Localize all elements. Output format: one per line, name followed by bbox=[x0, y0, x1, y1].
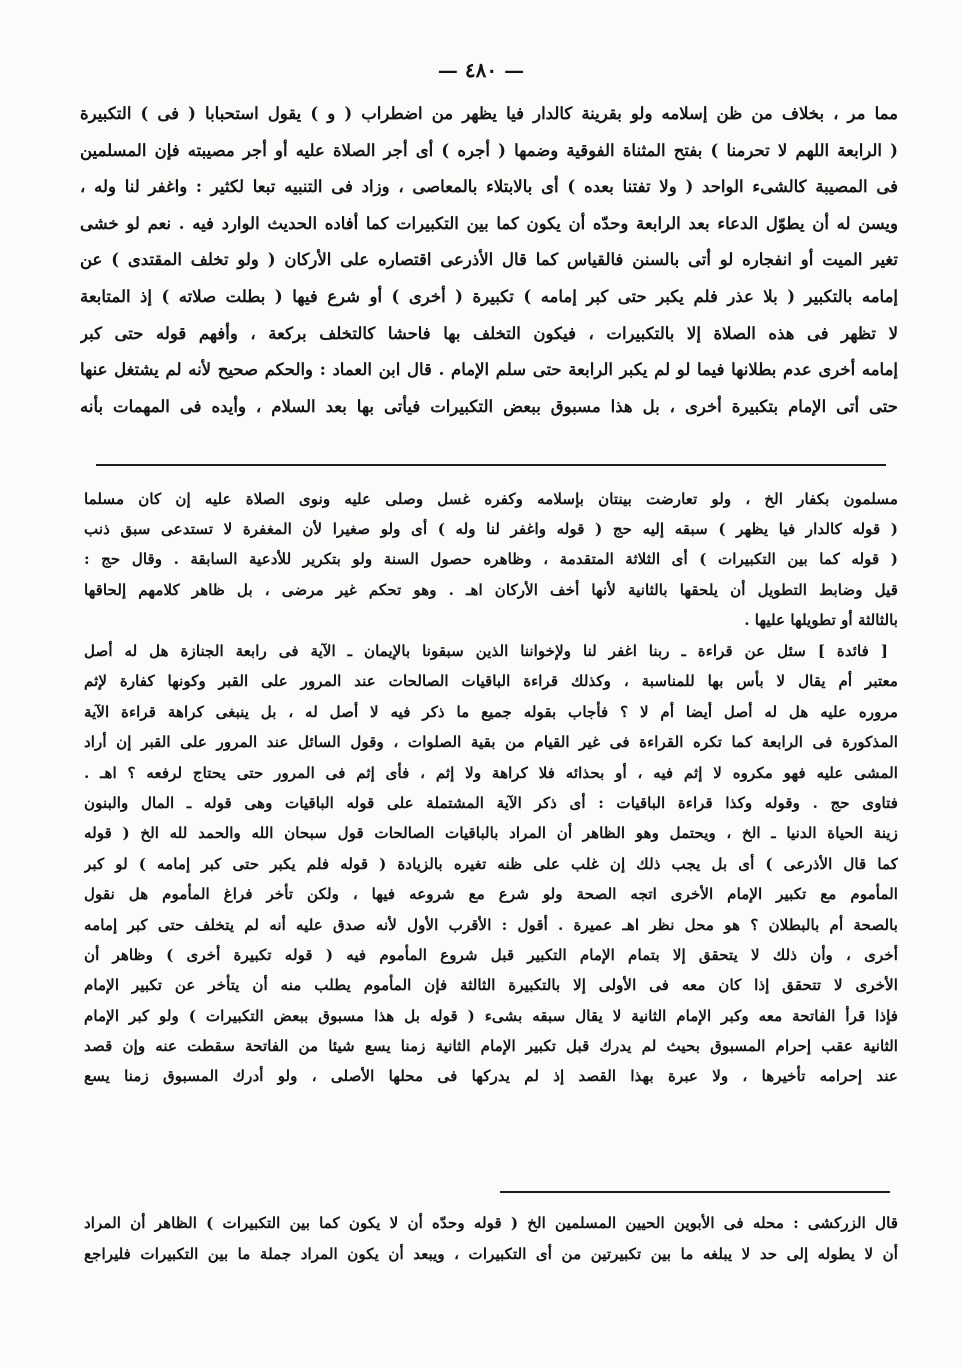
commentary-line: بالصحة أم بالبطلان ؟ هو محل نظر اهـ عميرة . أقول : الأقرب الأول لأنه صدق عليه أنه لم يتخلف حتى كبر إمامه bbox=[84, 915, 898, 934]
main-text-line: ويسن له أن يطوّل الدعاء بعد الرابعة وحدّه أن يكون كما بين التكبيرات كما أفاده الحديث الوارد فيه . نعم لو خشى bbox=[80, 213, 898, 233]
commentary-line: المأموم مع تكبير الإمام الأخرى اتجه الصحة ولو شرع مع شروعه فيها ، ولكن تأخر فراغ المأموم هل نقول bbox=[84, 885, 898, 904]
commentary-line: ( قوله كما بين التكبيرات ) أى الثلاثة المتقدمة ، وظاهره حصول السنة ولو بتكرير للأدعية السابقة . وقال حج : bbox=[84, 550, 898, 569]
commentary-section-1 bbox=[84, 484, 898, 635]
main-text-line: إمامه أخرى عدم بطلانها فيما لو لم يكبر الرابعة حتى سلم الإمام . قال ابن العماد : والحكم صحيح لأنه لم يشتغل عنها bbox=[80, 360, 898, 380]
commentary-line: الثانية عقب إحرام المسبوق بحيث لم يدرك قبل تكبير الإمام الثانية زمنا يسع شيئا من الفاتحة سقطت عنه وإن قصد bbox=[84, 1037, 898, 1056]
commentary-section-2 bbox=[84, 636, 898, 1092]
commentary-line: كما قال الأذرعى ) أى بل يجب ذلك إن غلب على ظنه تغيره بالزيادة ( قوله فلم يكبر حتى كبر إمامه ) لو كبر bbox=[84, 854, 898, 873]
footnote-line: قال الزركشى : محله فى الأبوين الحيين المسلمين الخ ( قوله وحدّه أن لا يكون كما بين التكبيرات ) الظاهر أن المراد bbox=[84, 1214, 898, 1232]
footnote-rule bbox=[500, 1191, 890, 1193]
main-text bbox=[80, 96, 898, 425]
commentary-line: المذكورة فى الرابعة كما تكره القراءة فى غير القيام من بقية الصلوات ، وقول السائل عند المرور على القبر إن أراد bbox=[84, 733, 898, 752]
commentary-line: قيل وضابط التطويل أن يلحقها بالثانية لأنها أخف الأركان اهـ . وهو تحكم غير مرضى ، بل ظاهر كلامهم إلحاقها bbox=[84, 580, 898, 599]
page-number: — ٤٨٠ — bbox=[437, 58, 525, 82]
main-text-line: إمامه بالتكبير ( بلا عذر فلم يكبر حتى كبر إمامه ) تكبيرة ( أخرى ) أو شرع فيها ( بطلت صلاته ) إذ المتابعة bbox=[80, 286, 898, 306]
main-text-line: ( الرابعة اللهم لا تحرمنا ) بفتح المثناة الفوقية وضمها ( أجره ) أى أجر الصلاة عليه أو أجر مصيبته فإن المسلمين bbox=[80, 140, 898, 160]
main-text-line: لا تظهر فى هذه الصلاة إلا بالتكبيرات ، فيكون التخلف بها فاحشا كالتخلف بركعة ، وأفهم قوله حتى كبر bbox=[80, 323, 898, 343]
main-text-line: حتى أتى الإمام بتكبيرة أخرى ، بل هذا مسبوق ببعض التكبيرات فيأتى بها بعد السلام ، وأيده فى المهمات بأنه bbox=[80, 396, 898, 416]
footnote-section bbox=[84, 1208, 898, 1270]
commentary-line: مسلمون بكفار الخ ، ولو تعارضت بينتان بإسلامه وكفره غسل وصلى عليه ونوى الصلاة عليه إن كان مسلما bbox=[84, 490, 898, 508]
commentary-line: مروره عليه هل له أصل أيضا أم لا ؟ فأجاب بقوله جميع ما ذكر فيه لا أصل له ، بل ينبغى كراهة قراءة الآية bbox=[84, 702, 898, 721]
commentary-line: أخرى ، وأن ذلك لا يتحقق إلا بتمام الإمام التكبير قبل شروع المأموم فيه ( قوله تكبيرة أخرى ) وظاهر أن bbox=[84, 945, 898, 964]
commentary-line: عند إحرامه تأخيرها ، ولا عبرة بهذا القصد إذ لم يدركها فى محلها الأصلى ، ولو أدرك المسبوق زمنا يسع bbox=[84, 1067, 898, 1086]
commentary-line: ( قوله كالدار فيا يظهر ) سبقه إليه حج ( قوله واغفر لنا وله ) أى ولو صغيرا لأن المغفرة لا تستدعى سبق ذنب bbox=[84, 520, 898, 539]
main-text-line: تغير الميت أو انفجاره لو أتى بالسنن فالقياس كما قال الأذرعى اقتصاره على الأركان ( ولو تخلف المقتدى ) عن bbox=[80, 250, 898, 270]
commentary-line: فتاوى حج . وقوله وكذا قراءة الباقيات : أى ذكر الآية المشتملة على قوله الباقيات وهى قوله ـ المال والبنون bbox=[84, 793, 898, 812]
separator-rule bbox=[96, 464, 886, 466]
commentary-line: زينة الحياة الدنيا ـ الخ ، ويحتمل وهو الظاهر أن المراد بالباقيات الصالحات قول سبحان الله والحمد لله الخ ( قوله bbox=[84, 824, 898, 843]
main-text-line: مما مر ، بخلاف من ظن إسلامه ولو بقرينة كالدار فيا يظهر من اضطراب ( و ) يقول استحبابا ( فى ) التكبيرة bbox=[80, 104, 898, 123]
main-text-line: فى المصيبة كالشىء الواحد ( ولا تفتنا بعده ) أى بالابتلاء بالمعاصى ، وزاد فى التنبيه تبعا لكثير : واغفر لنا وله ، bbox=[80, 177, 898, 197]
commentary-line: بالثالثة أو تطويلها عليها . bbox=[744, 610, 898, 629]
commentary-line: المشى عليه فهو مكروه لا إثم فيه ، أو بحذائه فلا كراهة ولا إثم ، فأى إثم فى المرور حتى يحتاج لرفعه ؟ اهـ . bbox=[84, 763, 898, 782]
commentary-line: معتبر أم يقال لا بأس بها للمناسبة ، وكذلك قراءة الباقيات الصالحات عند المرور على القبر وكونها كفارة لإثم bbox=[84, 672, 898, 691]
footnote-line: أن لا يطوله إلى حد لا يبلغه ما بين تكبيرتين من أى التكبيرات ، ويبعد أن يكون المراد جملة ما بين التكبيرات فليراجع bbox=[84, 1245, 898, 1263]
commentary-line: الأخرى لا تتحقق إذا كان معه فى الأولى إلا بالتكبيرة الثالثة فإن المأموم يطلب منه أن يتأخر عن تكبير الإمام bbox=[84, 976, 898, 995]
commentary-line: [ فائدة ] سئل عن قراءة ـ ربنا اغفر لنا ولإخواننا الذين سبقونا بالإيمان ـ الآية فى رابعة الجنازة هل له أصل bbox=[84, 642, 888, 660]
commentary-line: فإذا قرأ الفاتحة معه وكبر الإمام الثانية لا يقال سبقه بشىء ( قوله بل هذا مسبوق ببعض التكبيرات ) ولو كبر الإمام bbox=[84, 1006, 898, 1025]
